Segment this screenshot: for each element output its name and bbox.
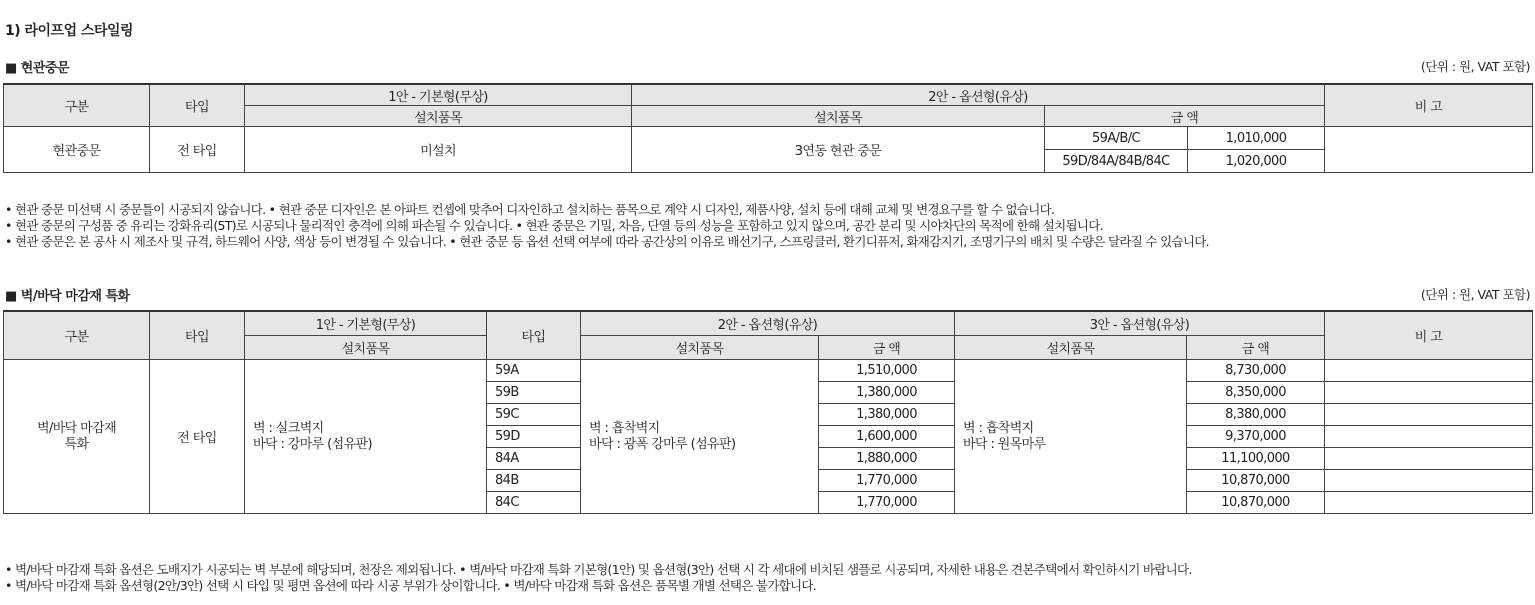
cell-plan3-amount: 8,380,000 (1187, 404, 1325, 426)
header-plan2: 2안 - 옵션형(유상) (632, 84, 1325, 106)
cell-row-type: 59A (487, 360, 581, 382)
cell-remarks (1325, 382, 1533, 404)
page-title: 1) 라이프업 스타일링 (5, 23, 134, 39)
header-remarks: 비 고 (1325, 84, 1533, 127)
note-line: • 벽/바닥 마감재 특화 옵션형(2안/3안) 선택 시 타입 및 평면 옵션에 따라 시공 부위가 상이합니다. • 벽/바닥 마감재 특화 옵션은 품목별 개별 선택은 불가합니다. (5, 578, 817, 593)
cell-remarks (1325, 470, 1533, 492)
cell-plan2-amount: 1,770,000 (819, 470, 955, 492)
cell-plan2-item: 3연동 현관 중문 (632, 127, 1045, 173)
cell-plan2-item: 벽 : 흡착벽지 바닥 : 광폭 강마루 (섬유판) (581, 360, 819, 514)
note-line: • 벽/바닥 마감재 특화 옵션은 도배지가 시공되는 벽 부분에 해당되며, 천장은 제외됩니다. • 벽/바닥 마감재 특화 기본형(1안) 및 옵션형(3안) 선택 시 각 세대에 비치된 샘플로 시공되며, 자세한 내용은 견본주택에서 확인하시기 바랍니다. (5, 562, 1192, 577)
cell-price-amount: 1,020,000 (1188, 150, 1325, 173)
cell-row-type: 59B (487, 382, 581, 404)
cell-type: 전 타입 (150, 127, 245, 173)
cell-gubun: 벽/바닥 마감재 특화 (4, 360, 150, 514)
cell-plan3-amount: 8,730,000 (1187, 360, 1325, 382)
cell-remarks (1325, 426, 1533, 448)
header-remarks: 비 고 (1325, 311, 1533, 360)
cell-plan3-amount: 9,370,000 (1187, 426, 1325, 448)
cell-row-type: 84A (487, 448, 581, 470)
cell-row-type: 59C (487, 404, 581, 426)
wall-floor-table (3, 310, 1533, 514)
header-plan1: 1안 - 기본형(무상) (245, 84, 632, 106)
cell-price-types: 59A/B/C (1045, 127, 1188, 150)
unit-note-wall-floor: (단위 : 원, VAT 포함) (1420, 287, 1530, 302)
header-plan1: 1안 - 기본형(무상) (245, 311, 487, 336)
cell-plan3-amount: 8,350,000 (1187, 382, 1325, 404)
header-type: 타입 (150, 84, 245, 127)
cell-plan3-amount: 11,100,000 (1187, 448, 1325, 470)
cell-price-types: 59D/84A/84B/84C (1045, 150, 1188, 173)
header-type-2: 타입 (487, 311, 581, 360)
note-line: • 현관 중문의 구성품 중 유리는 강화유리(5T)로 시공되나 물리적인 충격에 의해 파손될 수 있습니다. • 현관 중문은 기밀, 차음, 단열 등의 성능을 포함하고 있지 않으며, 공간 분리 및 시야차단의 목적에 한해 설치됩니다. (5, 218, 1103, 233)
cell-plan3-amount: 10,870,000 (1187, 492, 1325, 514)
header-gubun: 구분 (4, 311, 150, 360)
cell-remarks (1325, 360, 1533, 382)
cell-remarks (1325, 404, 1533, 426)
header-type: 타입 (150, 311, 245, 360)
section-title-wall-floor: ■ 벽/바닥 마감재 특화 (5, 289, 130, 304)
cell-plan2-amount: 1,380,000 (819, 404, 955, 426)
cell-row-type: 59D (487, 426, 581, 448)
cell-gubun: 현관중문 (4, 127, 150, 173)
cell-plan1-item: 벽 : 실크벽지 바닥 : 강마루 (섬유판) (245, 360, 487, 514)
header-install-item: 설치품목 (245, 336, 487, 360)
cell-remarks (1325, 448, 1533, 470)
cell-plan2-amount: 1,380,000 (819, 382, 955, 404)
cell-plan2-amount: 1,600,000 (819, 426, 955, 448)
cell-plan3-item: 벽 : 흡착벽지 바닥 : 원목마루 (955, 360, 1187, 514)
header-plan2: 2안 - 옵션형(유상) (581, 311, 955, 336)
entrance-notes (5, 202, 1209, 250)
cell-plan3-amount: 10,870,000 (1187, 470, 1325, 492)
cell-plan2-amount: 1,510,000 (819, 360, 955, 382)
unit-note-entrance: (단위 : 원, VAT 포함) (1420, 59, 1530, 74)
cell-price-amount: 1,010,000 (1188, 127, 1325, 150)
header-amount: 금 액 (1187, 336, 1325, 360)
cell-remarks (1325, 492, 1533, 514)
wall-floor-notes (5, 562, 1192, 594)
note-line: • 현관 중문은 본 공사 시 제조사 및 규격, 하드웨어 사양, 색상 등이 변경될 수 있습니다. • 현관 중문 등 옵션 선택 여부에 따라 공간상의 이유로 배선기구, 스프링클러, 환기디퓨저, 화재감지기, 조명기구의 배치 및 수량은 달라질 수 있습니다. (5, 234, 1209, 249)
cell-remarks (1325, 127, 1533, 173)
header-amount: 금 액 (1045, 106, 1325, 127)
header-install-item: 설치품목 (632, 106, 1045, 127)
header-amount: 금 액 (819, 336, 955, 360)
cell-plan1-item: 미설치 (245, 127, 632, 173)
cell-plan2-amount: 1,770,000 (819, 492, 955, 514)
header-plan3: 3안 - 옵션형(유상) (955, 311, 1325, 336)
cell-type: 전 타입 (150, 360, 245, 514)
cell-row-type: 84C (487, 492, 581, 514)
header-install-item: 설치품목 (581, 336, 819, 360)
header-install-item: 설치품목 (955, 336, 1187, 360)
note-line: • 현관 중문 미선택 시 중문틀이 시공되지 않습니다. • 현관 중문 디자인은 본 아파트 컨셉에 맞추어 디자인하고 설치하는 품목으로 계약 시 디자인, 제품사양, 설치 등에 대해 교체 및 변경요구를 할 수 없습니다. (5, 202, 1055, 217)
header-gubun: 구분 (4, 84, 150, 127)
entrance-door-table (3, 83, 1533, 173)
cell-plan2-amount: 1,880,000 (819, 448, 955, 470)
cell-row-type: 84B (487, 470, 581, 492)
header-install-item: 설치품목 (245, 106, 632, 127)
section-title-entrance: ■ 현관중문 (5, 61, 70, 76)
